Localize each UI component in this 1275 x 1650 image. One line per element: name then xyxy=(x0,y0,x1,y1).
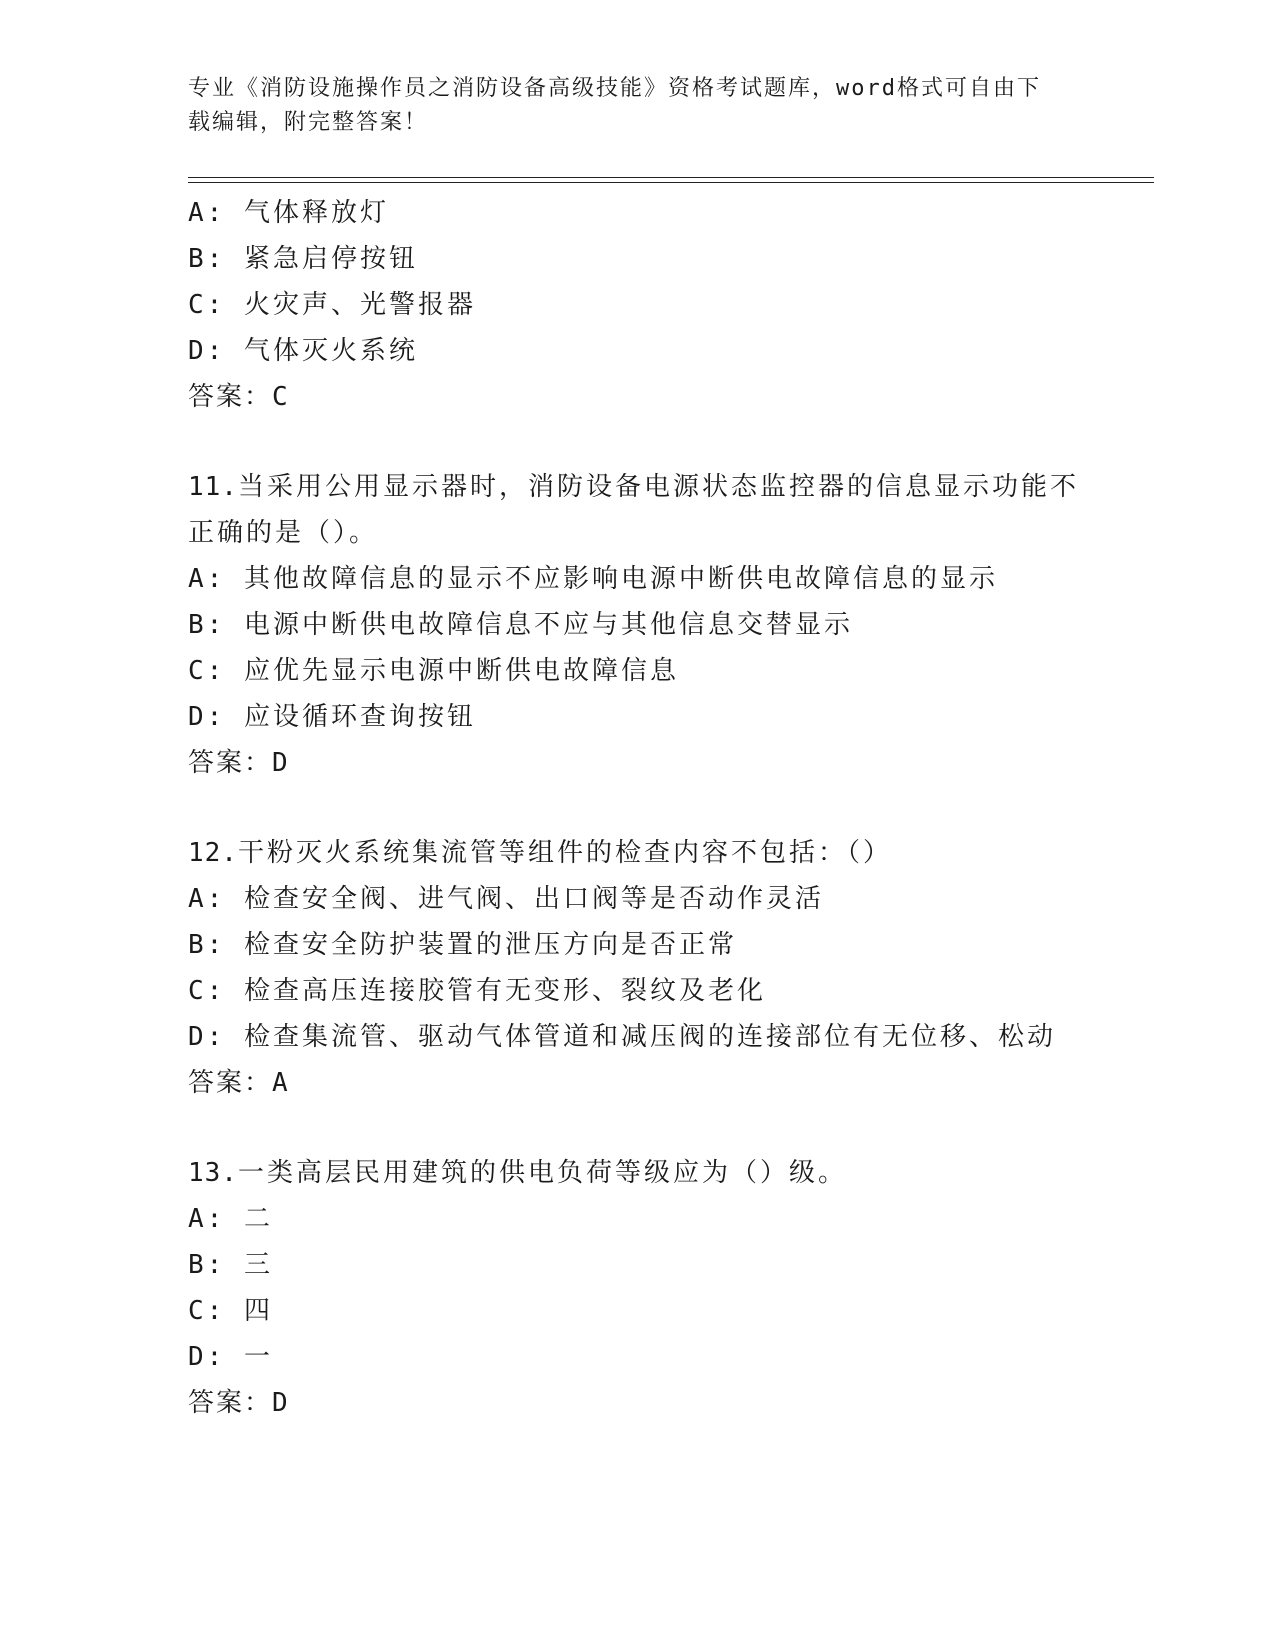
answer-label: 答案： xyxy=(188,748,273,778)
question-number: 11. xyxy=(188,472,238,502)
question-stem-line-1: 当采用公用显示器时，消防设备电源状态监控器的信息显示功能不 xyxy=(237,472,1079,502)
option-c: C: 四 xyxy=(188,1296,273,1326)
header-divider-bottom xyxy=(188,182,1154,183)
answer xyxy=(188,1380,1138,1426)
question-12 xyxy=(188,830,1138,1106)
spacer xyxy=(188,786,1138,830)
answer-value: D xyxy=(272,1388,289,1418)
question-number: 12. xyxy=(188,838,238,868)
answer-value: C xyxy=(272,382,289,412)
option-a: A: 检查安全阀、进气阀、出口阀等是否动作灵活 xyxy=(188,884,824,914)
answer-value: A xyxy=(272,1068,289,1098)
question-content xyxy=(188,190,1138,1426)
question-stem xyxy=(188,830,1138,876)
question-number: 13. xyxy=(188,1158,238,1188)
document-header xyxy=(188,72,1088,140)
answer-value: D xyxy=(272,748,289,778)
option-b: B: 电源中断供电故障信息不应与其他信息交替显示 xyxy=(188,610,853,640)
question-stem xyxy=(188,464,1138,510)
question-stem-line-2: 正确的是（）。 xyxy=(188,518,379,548)
option-c: C: 应优先显示电源中断供电故障信息 xyxy=(188,656,679,686)
question-stem-line-1: 一类高层民用建筑的供电负荷等级应为（）级。 xyxy=(237,1158,847,1188)
option-d: D: 一 xyxy=(188,1342,273,1372)
question-10-continued xyxy=(188,190,1138,420)
option-c: C: 火灾声、光警报器 xyxy=(188,290,476,320)
spacer xyxy=(188,420,1138,464)
option-a: A: 二 xyxy=(188,1204,273,1234)
answer-label: 答案： xyxy=(188,1388,273,1418)
header-divider-top xyxy=(188,177,1154,178)
option-d: D: 检查集流管、驱动气体管道和减压阀的连接部位有无位移、松动 xyxy=(188,1022,1056,1052)
question-stem-line-1: 干粉灭火系统集流管等组件的检查内容不包括：（） xyxy=(237,838,892,868)
question-13 xyxy=(188,1150,1138,1426)
option-d: D: 气体灭火系统 xyxy=(188,336,418,366)
option-d: D: 应设循环查询按钮 xyxy=(188,702,476,732)
option-a: A: 气体释放灯 xyxy=(188,198,389,228)
answer xyxy=(188,1060,1138,1106)
option-c: C: 检查高压连接胶管有无变形、裂纹及老化 xyxy=(188,976,766,1006)
answer-label: 答案： xyxy=(188,1068,273,1098)
answer xyxy=(188,374,1138,420)
option-b: B: 三 xyxy=(188,1250,273,1280)
option-a: A: 其他故障信息的显示不应影响电源中断供电故障信息的显示 xyxy=(188,564,998,594)
question-11 xyxy=(188,464,1138,786)
answer xyxy=(188,740,1138,786)
answer-label: 答案： xyxy=(188,382,273,412)
spacer xyxy=(188,1106,1138,1150)
header-line-1: 专业《消防设施操作员之消防设备高级技能》资格考试题库，word格式可自由下 xyxy=(188,76,1041,101)
option-b: B: 紧急启停按钮 xyxy=(188,244,418,274)
option-b: B: 检查安全防护装置的泄压方向是否正常 xyxy=(188,930,737,960)
header-line-2: 载编辑，附完整答案！ xyxy=(188,110,429,135)
question-stem xyxy=(188,1150,1138,1196)
